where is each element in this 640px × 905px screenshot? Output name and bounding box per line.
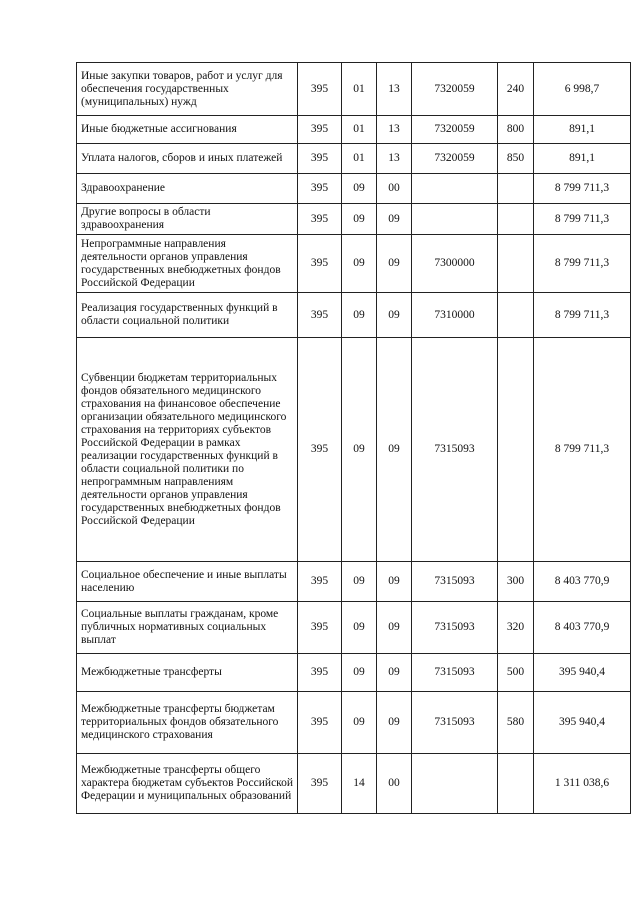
row-code: 395 (298, 235, 342, 293)
row-name: Здравоохранение (77, 174, 298, 204)
row-expense-type: 320 (498, 602, 534, 654)
table-row (77, 144, 631, 174)
row-name: Социальные выплаты гражданам, кроме публичных нормативных социальных выплат (77, 602, 298, 654)
row-subsection: 09 (377, 235, 412, 293)
row-subsection: 09 (377, 654, 412, 692)
row-section: 09 (342, 174, 377, 204)
table-row (77, 754, 631, 814)
row-article: 7315093 (412, 338, 498, 562)
row-code: 395 (298, 63, 342, 116)
row-expense-type: 500 (498, 654, 534, 692)
row-subsection: 00 (377, 174, 412, 204)
row-amount: 8 799 711,3 (534, 293, 631, 338)
row-name: Межбюджетные трансферты бюджетам территориальных фондов обязательного медицинского страхования (77, 692, 298, 754)
row-amount: 6 998,7 (534, 63, 631, 116)
budget-table-body (77, 63, 631, 814)
row-amount: 1 311 038,6 (534, 754, 631, 814)
row-expense-type (498, 293, 534, 338)
row-article (412, 174, 498, 204)
row-name: Реализация государственных функций в области социальной политики (77, 293, 298, 338)
row-name: Иные бюджетные ассигнования (77, 116, 298, 144)
table-row (77, 116, 631, 144)
row-expense-type (498, 235, 534, 293)
row-article (412, 754, 498, 814)
row-section: 14 (342, 754, 377, 814)
row-subsection: 09 (377, 692, 412, 754)
row-name: Непрограммные направления деятельности органов управления государственных внебюджетных фондов Российской Федерации (77, 235, 298, 293)
row-code: 395 (298, 754, 342, 814)
row-code: 395 (298, 204, 342, 235)
row-expense-type: 850 (498, 144, 534, 174)
table-row (77, 63, 631, 116)
row-amount: 8 799 711,3 (534, 235, 631, 293)
row-subsection: 09 (377, 293, 412, 338)
row-code: 395 (298, 692, 342, 754)
row-subsection: 13 (377, 63, 412, 116)
row-section: 09 (342, 235, 377, 293)
row-article: 7300000 (412, 235, 498, 293)
row-section: 09 (342, 602, 377, 654)
row-subsection: 09 (377, 562, 412, 602)
table-row (77, 692, 631, 754)
row-section: 01 (342, 116, 377, 144)
row-article: 7315093 (412, 562, 498, 602)
row-section: 09 (342, 293, 377, 338)
row-subsection: 13 (377, 116, 412, 144)
row-expense-type: 800 (498, 116, 534, 144)
row-subsection: 09 (377, 602, 412, 654)
row-code: 395 (298, 116, 342, 144)
row-name: Уплата налогов, сборов и иных платежей (77, 144, 298, 174)
table-row (77, 293, 631, 338)
row-section: 09 (342, 654, 377, 692)
row-code: 395 (298, 562, 342, 602)
row-code: 395 (298, 293, 342, 338)
row-article: 7315093 (412, 602, 498, 654)
row-code: 395 (298, 174, 342, 204)
row-section: 09 (342, 204, 377, 235)
row-subsection: 00 (377, 754, 412, 814)
row-expense-type: 240 (498, 63, 534, 116)
row-section: 09 (342, 562, 377, 602)
table-row (77, 562, 631, 602)
row-name: Социальное обеспечение и иные выплаты населению (77, 562, 298, 602)
row-expense-type: 580 (498, 692, 534, 754)
row-section: 01 (342, 144, 377, 174)
row-amount: 8 799 711,3 (534, 174, 631, 204)
row-expense-type (498, 754, 534, 814)
budget-table (76, 62, 631, 814)
table-row (77, 204, 631, 235)
row-amount: 8 403 770,9 (534, 562, 631, 602)
row-amount: 891,1 (534, 144, 631, 174)
row-subsection: 09 (377, 338, 412, 562)
row-amount: 891,1 (534, 116, 631, 144)
row-section: 09 (342, 338, 377, 562)
row-expense-type: 300 (498, 562, 534, 602)
row-amount: 395 940,4 (534, 654, 631, 692)
table-row (77, 654, 631, 692)
row-expense-type (498, 174, 534, 204)
row-section: 01 (342, 63, 377, 116)
row-code: 395 (298, 144, 342, 174)
row-section: 09 (342, 692, 377, 754)
row-code: 395 (298, 602, 342, 654)
row-article: 7320059 (412, 63, 498, 116)
row-subsection: 09 (377, 204, 412, 235)
row-article: 7315093 (412, 692, 498, 754)
row-article (412, 204, 498, 235)
row-name: Межбюджетные трансферты общего характера бюджетам субъектов Российской Федерации и муниципальных образований (77, 754, 298, 814)
table-row (77, 602, 631, 654)
row-name: Другие вопросы в области здравоохранения (77, 204, 298, 235)
row-amount: 8 799 711,3 (534, 204, 631, 235)
row-expense-type (498, 204, 534, 235)
row-amount: 395 940,4 (534, 692, 631, 754)
table-row (77, 235, 631, 293)
row-article: 7320059 (412, 144, 498, 174)
row-article: 7315093 (412, 654, 498, 692)
row-code: 395 (298, 654, 342, 692)
row-expense-type (498, 338, 534, 562)
row-name: Иные закупки товаров, работ и услуг для обеспечения государственных (муниципальных) нужд (77, 63, 298, 116)
table-row (77, 174, 631, 204)
row-amount: 8 403 770,9 (534, 602, 631, 654)
row-subsection: 13 (377, 144, 412, 174)
table-row (77, 338, 631, 562)
row-article: 7320059 (412, 116, 498, 144)
row-name: Межбюджетные трансферты (77, 654, 298, 692)
row-code: 395 (298, 338, 342, 562)
row-article: 7310000 (412, 293, 498, 338)
row-amount: 8 799 711,3 (534, 338, 631, 562)
row-name: Субвенции бюджетам территориальных фондов обязательного медицинского страхования на финансовое обеспечение организации обязательного медицинского страхования на территориях субъектов Российской Федерации в рамках реализации государственных функций в области социальной политики по непрограммным направлениям деятельности органов управления государственных внебюджетных фондов Российской Федерации (77, 338, 298, 562)
